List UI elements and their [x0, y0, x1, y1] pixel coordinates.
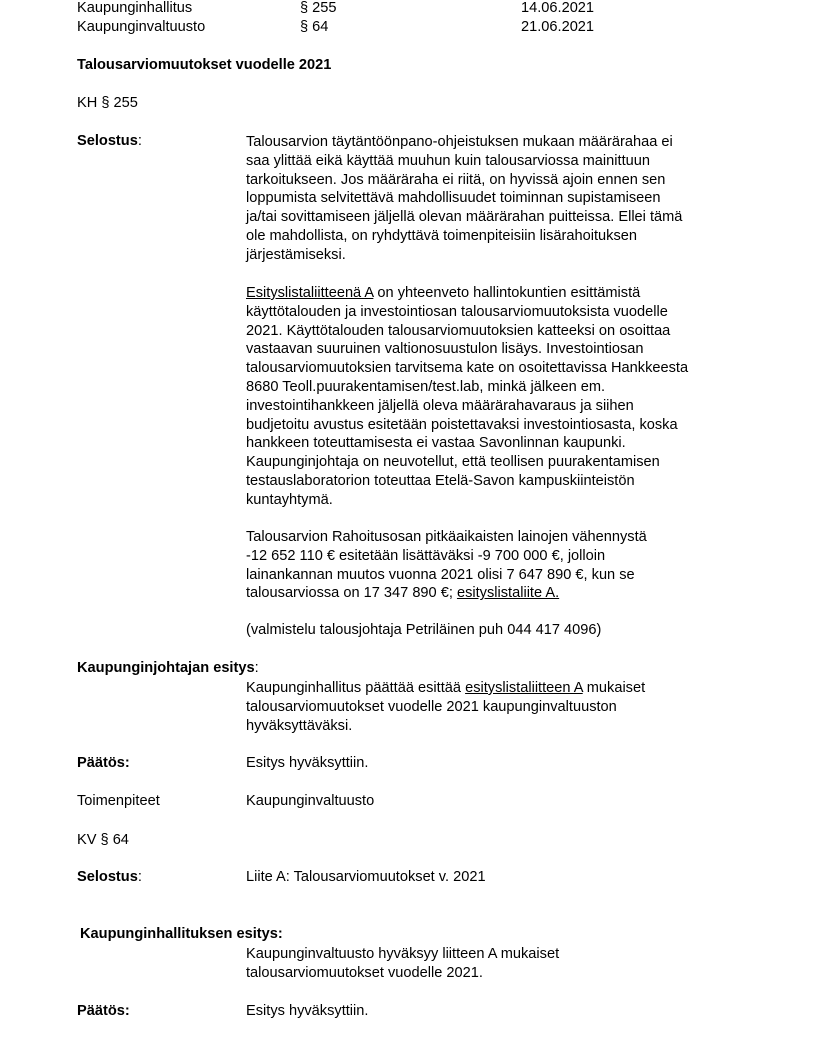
text-line: talousarviomuutoksien tarvitsema kate on osoitettavissa Hankkeesta	[246, 360, 689, 377]
kh-selostus-paragraph-1	[246, 133, 746, 265]
header-body-kv: Kaupunginvaltuusto	[77, 19, 206, 35]
kv-reference: KV § 64	[77, 832, 129, 848]
header-section-kv: § 64	[300, 19, 329, 35]
kh-proposal-label: Kaupunginjohtajan esitys:	[77, 660, 259, 676]
text-line: talousarviossa on 17 347 890 €; esityslistaliite A.	[246, 585, 560, 602]
text-line: ole mahdollista, on ryhdyttävä toimenpiteisiin lisärahoituksen	[246, 227, 637, 244]
text-line: talousarviomuutokset vuodelle 2021 kaupunginvaltuuston	[246, 698, 617, 715]
kv-selostus-label: Selostus:	[77, 869, 142, 885]
kh-proposal-text	[246, 679, 746, 735]
text-line: vastaavan suuruinen valtionosuustulon lisäys. Investointiosan	[246, 341, 644, 358]
text-line: Kaupunginjohtaja on neuvotellut, että teollisen puurakentamisen	[246, 454, 660, 471]
attachment-a-link-2[interactable]: esityslistaliite A.	[456, 585, 560, 602]
kh-decision-label: Päätös:	[77, 755, 130, 771]
text-line: budjetoitu avustus esitetään poistettavaksi investointiosasta, koska	[246, 416, 678, 433]
header-body-kh: Kaupunginhallitus	[77, 0, 193, 16]
text-line: Talousarvion Rahoitusosan pitkäaikaisten lainojen vähennystä	[246, 529, 647, 545]
kh-selostus-paragraph-2	[246, 284, 746, 510]
text-line: Kaupunginhallitus päättää esittää esityslistaliitteen A mukaiset	[246, 680, 646, 696]
text-line: järjestämiseksi.	[246, 246, 346, 263]
text-line: hyväksyttäväksi.	[246, 717, 353, 734]
text-line: lainankannan muutos vuonna 2021 olisi 7 647 890 €, kun se	[246, 566, 635, 583]
kv-proposal-text	[246, 945, 746, 983]
text-line: kuntayhtymä.	[246, 491, 333, 508]
kh-actions-text: Kaupunginvaltuusto	[246, 793, 375, 809]
kh-selostus-label: Selostus:	[77, 133, 142, 149]
header-date-kv: 21.06.2021	[521, 19, 595, 35]
text-line: saa ylittää eikä käyttää muuhun kuin talousarviossa mainittuun	[246, 152, 650, 169]
text-line: tarkoitukseen. Jos määräraha ei riitä, on hyvissä ajoin ennen sen	[246, 171, 666, 188]
text-line: investointihankkeen jäljellä oleva määrärahavaraus ja siihen	[246, 397, 634, 414]
text-line: 8680 Teoll.puurakentamisen/test.lab, minkä jälkeen em.	[246, 378, 606, 395]
text-line: käyttötalouden ja investointiosan talousarviomuutoksista vuodelle	[246, 303, 668, 320]
text-line: hankkeen toteuttamisesta ei vastaa Savonlinnan kaupunki.	[246, 435, 626, 452]
kv-proposal-label: Kaupunginhallituksen esitys:	[80, 926, 283, 942]
text-line: Kaupunginvaltuusto hyväksyy liitteen A mukaiset	[246, 946, 560, 962]
preparer-note: (valmistelu talousjohtaja Petriläinen puh 044 417 4096)	[246, 622, 602, 638]
document-title: Talousarviomuutokset vuodelle 2021	[77, 57, 332, 73]
header-date-kh: 14.06.2021	[521, 0, 595, 16]
text-line: 2021. Käyttötalouden talousarviomuutoksien katteeksi on osoittaa	[246, 322, 671, 339]
text-line: -12 652 110 € esitetään lisättäväksi -9 700 000 €, jolloin	[246, 547, 606, 564]
kh-selostus-paragraph-3	[246, 528, 746, 603]
kh-actions-label: Toimenpiteet	[77, 793, 160, 809]
header-section-kh: § 255	[300, 0, 337, 16]
attachment-a-link-3[interactable]: esityslistaliitteen A	[465, 680, 583, 696]
text-line: ja/tai sovittamiseen jäljellä olevan määrärahan puitteissa. Ellei tämä	[246, 209, 683, 226]
attachment-a-link[interactable]: Esityslistaliitteenä A	[246, 285, 374, 301]
kv-selostus-text: Liite A: Talousarviomuutokset v. 2021	[246, 869, 486, 885]
text-line: Talousarvion täytäntöönpano-ohjeistuksen mukaan määrärahaa ei	[246, 134, 673, 150]
kh-decision-text: Esitys hyväksyttiin.	[246, 755, 369, 771]
text-line: talousarviomuutokset vuodelle 2021.	[246, 964, 483, 981]
kh-reference: KH § 255	[77, 95, 138, 111]
text-line: testauslaboratorion toteuttaa Etelä-Savon kampuskiinteistön	[246, 472, 635, 489]
text-line: Esityslistaliitteenä A on yhteenveto hallintokuntien esittämistä	[246, 285, 641, 301]
kv-decision-label: Päätös:	[77, 1003, 130, 1019]
text-line: loppumista selvitettävä mahdollisuudet toiminnan supistamiseen	[246, 190, 661, 207]
kv-decision-text: Esitys hyväksyttiin.	[246, 1003, 369, 1019]
